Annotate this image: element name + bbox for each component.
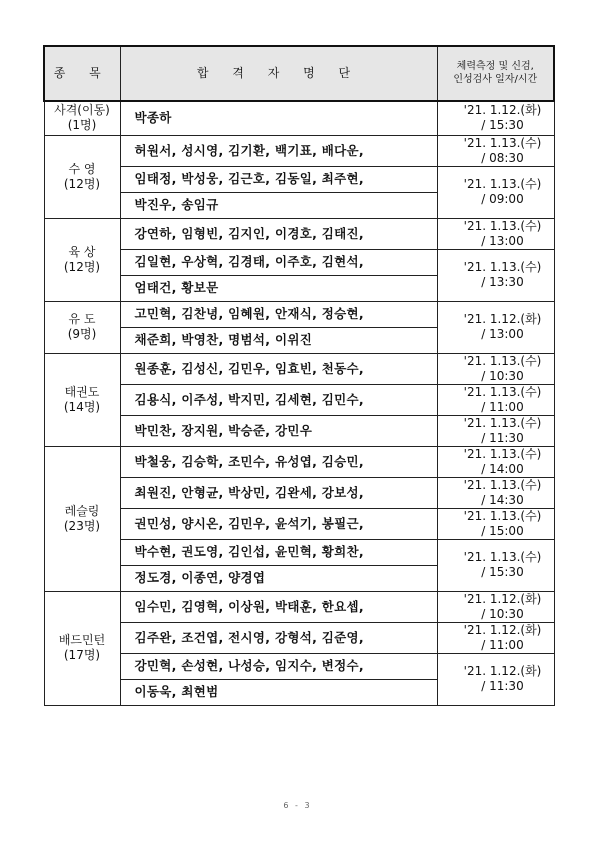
event-name: 육 상	[68, 244, 96, 259]
schedule-time: / 13:30	[481, 275, 524, 289]
schedule-cell	[437, 249, 554, 301]
table-row	[44, 301, 554, 327]
table-row	[44, 591, 554, 622]
schedule-cell	[437, 101, 554, 135]
event-name: 사격(이동)	[54, 103, 110, 118]
event-count: (9명)	[67, 327, 97, 341]
schedule-time: / 11:00	[481, 399, 524, 414]
table-row	[44, 415, 554, 446]
schedule-time: / 15:30	[481, 118, 524, 133]
event-cell	[44, 591, 120, 705]
schedule-cell	[437, 446, 554, 477]
table-header-row	[44, 46, 554, 101]
event-count: (14명)	[63, 399, 101, 414]
schedule-time: / 11:30	[481, 679, 524, 693]
schedule-date: '21. 1.13.(수)	[463, 384, 542, 399]
event-count: (17명)	[63, 648, 101, 662]
results-table-body	[44, 46, 554, 705]
schedule-date: '21. 1.13.(수)	[463, 415, 542, 430]
event-name: 배드민턴	[58, 633, 106, 647]
schedule-time: / 13:00	[481, 233, 524, 248]
table-row	[44, 384, 554, 415]
table-row	[44, 353, 554, 384]
header-schedule	[437, 46, 554, 101]
table-row	[44, 477, 554, 508]
schedule-time: / 08:30	[481, 150, 524, 165]
event-name: 태권도	[64, 384, 100, 399]
schedule-cell	[437, 218, 554, 249]
names-cell: 채준희, 박영찬, 명범석, 이위진	[120, 327, 437, 353]
schedule-time: / 15:00	[481, 523, 524, 538]
names-cell: 최원진, 안형균, 박상민, 김완세, 강보성,	[120, 477, 437, 508]
schedule-date: '21. 1.13.(수)	[463, 508, 542, 523]
results-table	[43, 45, 555, 706]
table-row	[44, 653, 554, 679]
names-cell: 임태정, 박성웅, 김근호, 김동일, 최주현,	[120, 166, 437, 192]
schedule-date: '21. 1.12.(화)	[463, 312, 542, 326]
schedule-time: / 11:00	[481, 637, 524, 652]
header-schedule-line1: 체력측정 및 신검,	[456, 61, 534, 72]
names-cell: 정도경, 이종연, 양경엽	[120, 565, 437, 591]
names-cell: 박종하	[120, 101, 437, 135]
event-cell	[44, 353, 120, 446]
table-row	[44, 101, 554, 135]
header-names: 합 격 자 명 단	[120, 46, 437, 101]
schedule-date: '21. 1.13.(수)	[463, 177, 542, 191]
names-cell: 엄태건, 황보문	[120, 275, 437, 301]
schedule-cell	[437, 135, 554, 166]
names-cell: 김주완, 조건엽, 전시영, 강형석, 김준영,	[120, 622, 437, 653]
schedule-date: '21. 1.13.(수)	[463, 353, 542, 368]
table-row	[44, 166, 554, 192]
names-cell: 박민찬, 장지원, 박승준, 강민우	[120, 415, 437, 446]
schedule-cell	[437, 539, 554, 591]
event-cell	[44, 135, 120, 218]
names-cell: 박수현, 권도영, 김인섭, 윤민혁, 황희찬,	[120, 539, 437, 565]
event-cell	[44, 446, 120, 591]
schedule-cell	[437, 622, 554, 653]
table-row	[44, 218, 554, 249]
schedule-date: '21. 1.12.(화)	[463, 103, 542, 118]
header-event: 종 목	[44, 46, 120, 101]
schedule-time: / 15:30	[481, 565, 524, 579]
event-name: 레슬링	[64, 503, 100, 518]
table-row	[44, 249, 554, 275]
schedule-cell	[437, 477, 554, 508]
schedule-date: '21. 1.12.(화)	[463, 622, 542, 637]
names-cell: 허원서, 성시영, 김기환, 백기표, 배다운,	[120, 135, 437, 166]
event-count: (12명)	[63, 259, 101, 274]
schedule-time: / 14:00	[481, 461, 524, 476]
names-cell: 박진우, 송임규	[120, 192, 437, 218]
schedule-cell	[437, 653, 554, 705]
names-cell: 권민성, 양시온, 김민우, 윤석기, 봉필근,	[120, 508, 437, 539]
header-schedule-line2: 인성검사 일자/시간	[453, 73, 538, 85]
schedule-cell	[437, 353, 554, 384]
schedule-cell	[437, 508, 554, 539]
event-count: (1명)	[67, 118, 97, 133]
schedule-time: / 14:30	[481, 492, 524, 507]
names-cell: 고민혁, 김찬녕, 임혜원, 안재식, 정승현,	[120, 301, 437, 327]
schedule-time: / 09:00	[481, 192, 524, 206]
names-cell: 강민혁, 손성현, 나성승, 임지수, 변정수,	[120, 653, 437, 679]
names-cell: 김용식, 이주성, 박지민, 김세현, 김민수,	[120, 384, 437, 415]
schedule-date: '21. 1.13.(수)	[463, 135, 542, 150]
schedule-cell	[437, 591, 554, 622]
schedule-time: / 11:30	[481, 430, 524, 445]
schedule-date: '21. 1.12.(화)	[463, 591, 542, 606]
schedule-cell	[437, 301, 554, 353]
event-count: (23명)	[63, 518, 101, 533]
event-cell	[44, 101, 120, 135]
event-cell	[44, 218, 120, 301]
schedule-time: / 13:00	[481, 327, 524, 341]
schedule-date: '21. 1.12.(화)	[463, 664, 542, 678]
schedule-time: / 10:30	[481, 368, 524, 383]
page-number: 6 - 3	[283, 801, 312, 810]
names-cell: 원종훈, 김성신, 김민우, 임효빈, 천동수,	[120, 353, 437, 384]
event-name: 수 영	[68, 161, 96, 176]
schedule-date: '21. 1.13.(수)	[463, 550, 542, 564]
table-row	[44, 539, 554, 565]
event-count: (12명)	[63, 176, 101, 191]
names-cell: 이동욱, 최현범	[120, 679, 437, 705]
schedule-date: '21. 1.13.(수)	[463, 260, 542, 274]
schedule-date: '21. 1.13.(수)	[463, 477, 542, 492]
names-cell: 박철웅, 김승학, 조민수, 유성엽, 김승민,	[120, 446, 437, 477]
event-name: 유 도	[68, 312, 96, 326]
schedule-cell	[437, 415, 554, 446]
schedule-cell	[437, 384, 554, 415]
event-cell	[44, 301, 120, 353]
names-cell: 임수민, 김영혁, 이상원, 박태훈, 한요셉,	[120, 591, 437, 622]
table-row	[44, 508, 554, 539]
schedule-cell	[437, 166, 554, 218]
schedule-time: / 10:30	[481, 606, 524, 621]
table-row	[44, 446, 554, 477]
table-row	[44, 622, 554, 653]
schedule-date: '21. 1.13.(수)	[463, 218, 542, 233]
names-cell: 강연하, 임형빈, 김지인, 이경호, 김태진,	[120, 218, 437, 249]
table-row	[44, 135, 554, 166]
schedule-date: '21. 1.13.(수)	[463, 446, 542, 461]
names-cell: 김일현, 우상혁, 김경태, 이주호, 김현석,	[120, 249, 437, 275]
